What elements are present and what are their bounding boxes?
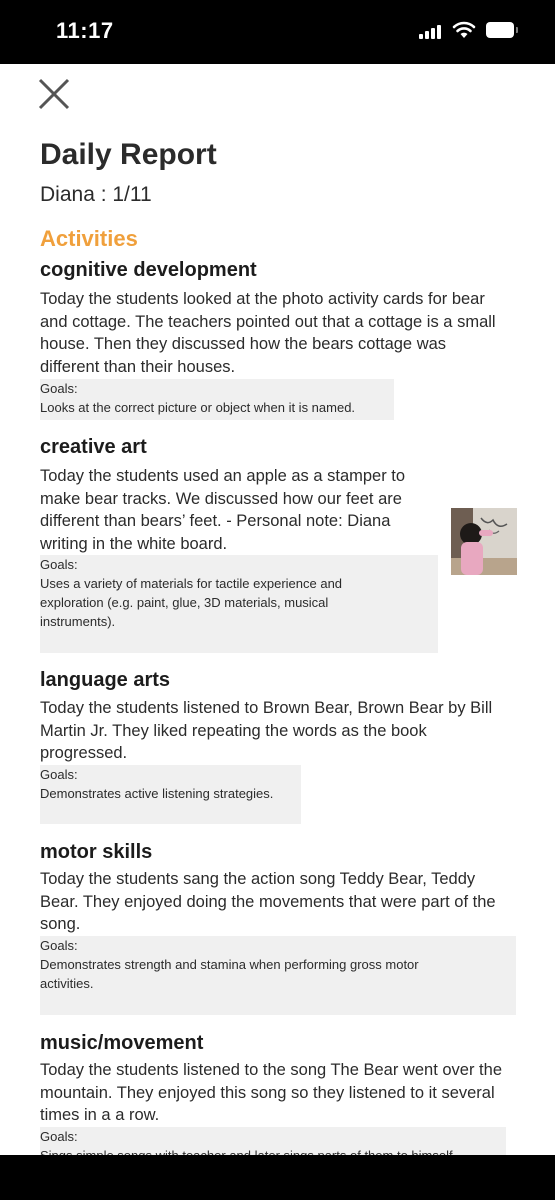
description-line: different than their houses. [40, 357, 236, 376]
report-subtitle: Diana : 1/11 [40, 183, 152, 206]
description-line: Today the students listened to Brown Bear, Brown Bear by Bill [40, 699, 493, 717]
description-line: house. Then they discussed how the bears cottage was [40, 335, 447, 353]
description-line: Today the students looked at the photo activity cards for bear [40, 290, 485, 308]
description-line: times in a a row. [40, 1106, 160, 1124]
goals-label: Goals: [40, 938, 78, 953]
activity-title: music/movement [40, 1032, 204, 1054]
description-line: Today the students used an apple as a stamper to [40, 467, 406, 485]
goals-text: Demonstrates strength and stamina when performing gross motor [40, 957, 419, 972]
photo-image [451, 508, 517, 575]
description-line: different than bears’ feet. - Personal note: Diana [40, 512, 391, 530]
goals-text: Demonstrates active listening strategies. [40, 786, 274, 801]
description-line: mountain. They enjoyed this song so they listened to it several [40, 1083, 495, 1102]
signal-icon [419, 25, 441, 39]
description-line: progressed. [40, 744, 128, 762]
activity-title: motor skills [40, 841, 153, 863]
close-button[interactable] [36, 76, 72, 112]
activity-photo[interactable] [451, 508, 517, 575]
goals-text: instruments). [40, 614, 116, 629]
page-title: Daily Report [40, 138, 217, 171]
description-line: and cottage. The teachers pointed out that a cottage is a small [40, 312, 496, 331]
status-time: 11:17 [56, 18, 114, 43]
description-line: Martin Jr. They liked repeating the words as the book [40, 721, 427, 740]
goals-label: Goals: [40, 381, 78, 396]
wifi-icon [452, 21, 476, 39]
status-bar [0, 0, 555, 64]
goals-label: Goals: [40, 1129, 78, 1144]
activity-title: cognitive development [40, 259, 257, 281]
description-line: writing in the white board. [40, 534, 228, 553]
goals-label: Goals: [40, 557, 78, 572]
goals-box [40, 765, 301, 824]
activity-title: creative art [40, 436, 147, 458]
activity-description [40, 465, 405, 555]
close-icon [40, 80, 68, 108]
goals-text: Looks at the correct picture or object when it is named. [40, 400, 356, 415]
battery-icon [486, 22, 514, 38]
description-line: make bear tracks. We discussed how our feet are [40, 489, 402, 508]
activity-description [40, 697, 492, 765]
goals-label: Goals: [40, 767, 78, 782]
goals-text: exploration (e.g. paint, glue, 3D materials, musical [40, 595, 329, 610]
description-line: Today the students sang the action song Teddy Bear, Teddy [40, 870, 476, 888]
description-line: song. [40, 915, 81, 933]
activity-description [40, 1059, 502, 1127]
activity-title: language arts [40, 669, 171, 691]
activity-description [40, 288, 496, 378]
goals-box [40, 936, 516, 1015]
description-line: Bear. They enjoyed doing the movements that were part of the [40, 892, 496, 911]
home-indicator-area [0, 1155, 555, 1200]
goals-box [40, 555, 438, 653]
activity-description [40, 868, 496, 936]
goals-text: Uses a variety of materials for tactile experience and [40, 576, 343, 591]
activities-heading: Activities [40, 226, 138, 251]
goals-text: activities. [40, 976, 94, 991]
description-line: Today the students listened to the song The Bear went over the [40, 1061, 502, 1079]
goals-box [40, 379, 394, 420]
